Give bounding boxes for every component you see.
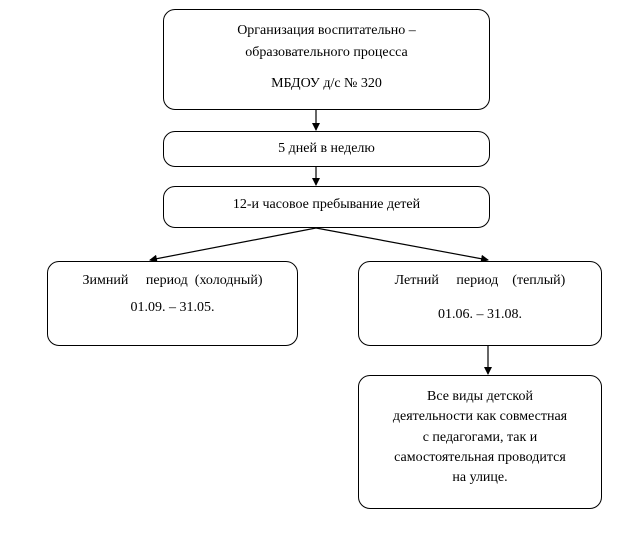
activity-line: деятельности как совместная	[392, 409, 568, 425]
activity-line: самостоятельная проводится	[394, 449, 566, 465]
winter-period-title: Зимний период (холодный)	[82, 273, 263, 288]
summer-period-dates: 01.06. – 31.08.	[438, 306, 522, 322]
winter-period-dates: 01.09. – 31.05.	[130, 299, 215, 315]
arrow-hours-to-summer	[316, 228, 488, 260]
organization-line-3: МБДОУ д/с № 320	[271, 76, 382, 92]
summer-period-title: Летний период (теплый)	[394, 273, 566, 288]
organization-line-1: Организация воспитательно –	[237, 23, 416, 38]
organization-box	[163, 9, 490, 110]
days-per-week-text: 5 дней в неделю	[278, 141, 375, 156]
summer-activities-box	[358, 375, 602, 509]
hours-stay-text: 12-и часовое пребывание детей	[232, 197, 421, 212]
activity-line: с педагогами, так и	[422, 429, 538, 445]
activity-line: на улице.	[452, 470, 508, 486]
days-per-week-box	[163, 131, 490, 167]
winter-period-box	[47, 261, 298, 346]
hours-stay-box	[163, 186, 490, 228]
arrow-hours-to-winter	[150, 228, 316, 260]
organization-line-2: образовательного процесса	[245, 44, 408, 60]
activity-line: Все виды детской	[427, 389, 533, 404]
summer-period-box	[358, 261, 602, 346]
